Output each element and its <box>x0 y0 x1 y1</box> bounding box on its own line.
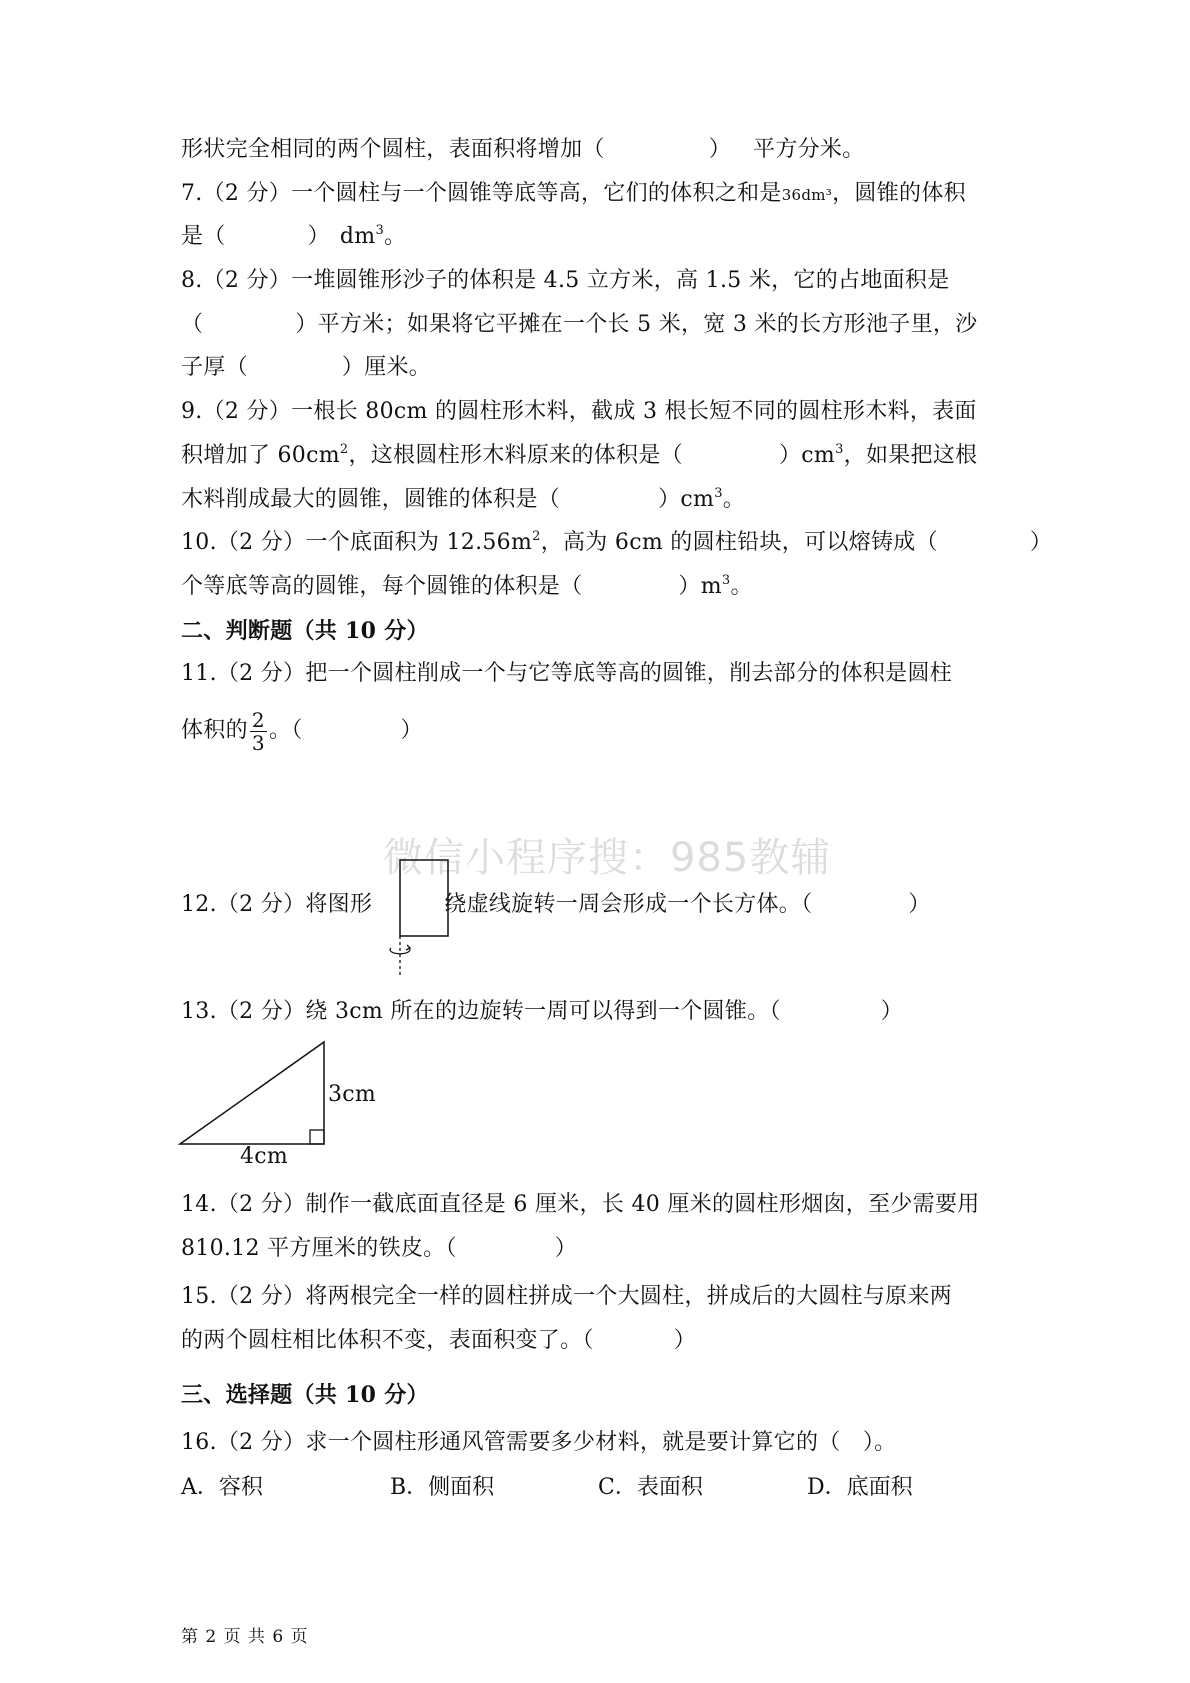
q9-line-3: 木料削成最大的圆锥，圆锥的体积是（ ）$cm^3$。 <box>181 486 746 512</box>
q7-sum: 36dm³ <box>781 186 833 204</box>
q8-line-3: 子厚（ ）厘米。 <box>181 355 432 380</box>
q16-option-d: D．底面积 <box>807 1475 913 1500</box>
q15-line-1: 15.（2 分）将两根完全一样的圆柱拼成一个大圆柱，拼成后的大圆柱与原来两 <box>181 1284 953 1309</box>
q10-line-2: 个等底等高的圆锥，每个圆锥的体积是（ ）$m^3$。 <box>181 573 753 599</box>
q10-line-1: 10.（2 分）一个底面积为 $12.56m^2$，高为 6cm 的圆柱铅块，可以熔铸成（ ） <box>181 529 1053 555</box>
q7-line-1: 7.（2 分）一个圆柱与一个圆锥等底等高，它们的体积之和是36dm³，圆锥的体积 <box>181 181 966 206</box>
q14-line-2: 810.12 平方厘米的铁皮。（ ） <box>181 1236 578 1261</box>
section-2-title: 二、判断题（共 10 分） <box>181 618 429 644</box>
q7-line-2: 是（ ） $dm^3$。 <box>181 223 407 249</box>
q13-line: 13.（2 分）绕 3cm 所在的边旋转一周可以得到一个圆锥。（ ） <box>181 999 904 1024</box>
q16-stem: 16.（2 分）求一个圆柱形通风管需要多少材料，就是要计算它的（ ）。 <box>181 1430 897 1455</box>
q6-text: 形状完全相同的两个圆柱，表面积将增加（ <box>181 137 605 162</box>
triangle-height-label: 3cm <box>328 1082 377 1107</box>
fraction-two-thirds: $\frac{2}{3}$ <box>251 707 265 755</box>
q8-line-2: （ ）平方米；如果将它平摊在一个长 5 米，宽 3 米的长方形池子里，沙 <box>181 312 978 337</box>
q6-line: 形状完全相同的两个圆柱，表面积将增加（ ） 平方分米。 <box>181 137 865 162</box>
q16-option-a: A．容积 <box>181 1475 263 1500</box>
q15-line-2: 的两个圆柱相比体积不变，表面积变了。（ ） <box>181 1328 697 1353</box>
rectangle-rotation-figure <box>390 858 450 978</box>
q16-option-c: C．表面积 <box>598 1475 703 1500</box>
q9-line-2: 积增加了 $60cm^2$，这根圆柱形木料原来的体积是（ ）$cm^3$，如果把这根 <box>181 442 978 468</box>
q11-line-2: 体积的 $\frac{2}{3}$ 。（ ） <box>181 707 423 755</box>
page-footer: 第 2 页 共 6 页 <box>181 1627 309 1647</box>
q8-line-1: 8.（2 分）一堆圆锥形沙子的体积是 4.5 立方米，高 1.5 米，它的占地面积是 <box>181 268 950 293</box>
q14-line-1: 14.（2 分）制作一截底面直径是 6 厘米，长 40 厘米的圆柱形烟囱，至少需要用 <box>181 1192 980 1217</box>
section-3-title: 三、选择题（共 10 分） <box>181 1382 429 1408</box>
triangle-base-label: 4cm <box>240 1144 289 1169</box>
q16-option-b: B．侧面积 <box>390 1475 495 1500</box>
watermark: 微信小程序搜：985教辅 <box>383 835 832 881</box>
q11-line-1: 11.（2 分）把一个圆柱削成一个与它等底等高的圆锥，削去部分的体积是圆柱 <box>181 661 953 686</box>
q9-line-1: 9.（2 分）一根长 80cm 的圆柱形木料，截成 3 根长短不同的圆柱形木料，表面 <box>181 399 977 424</box>
right-triangle-figure <box>178 1040 338 1150</box>
q12-line: 12.（2 分）将图形 绕虚线旋转一周会形成一个长方体。（ ） <box>181 892 931 917</box>
